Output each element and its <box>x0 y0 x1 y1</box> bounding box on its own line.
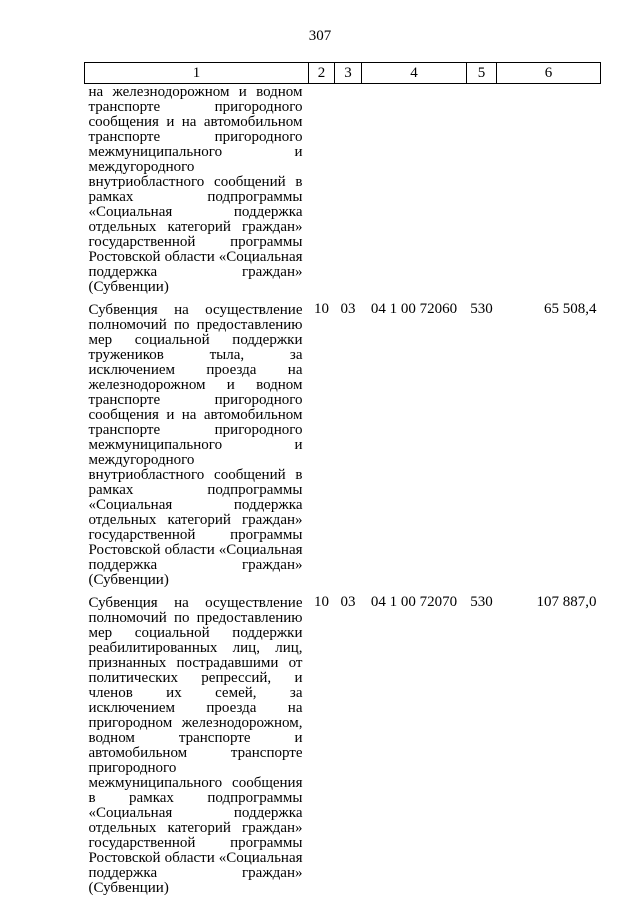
row-target-article: 04 1 00 72070 <box>370 594 458 610</box>
row-subsection <box>335 84 362 303</box>
row-expense-type: 530 <box>470 301 493 317</box>
header-col-1: 1 <box>85 63 309 84</box>
row-amount: 107 887,0 <box>536 594 597 610</box>
table-row <box>85 595 601 903</box>
header-col-2: 2 <box>309 63 335 84</box>
header-col-5: 5 <box>467 63 497 84</box>
header-col-3: 3 <box>335 63 362 84</box>
row-description: Субвенция на осуществление полномочий по предоставлению мер социальной поддержки реабилитированных лиц, лиц, признанных пострадавшими от политических репрессий, и членов их семей, за исключением проезда на пригородном железнодорожном, водном транспорте и автомобильном транспорте пригородного межмуниципального сообщения в рамках подпрограммы «Социальная поддержка отдельных категорий граждан» государственной программы Ростовской области «Социальная поддержка граждан» (Субвенции) <box>88 595 303 896</box>
table-row <box>85 84 601 303</box>
row-section <box>309 84 335 303</box>
row-subsection: 03 <box>340 301 356 317</box>
header-col-6: 6 <box>497 63 601 84</box>
row-section: 10 <box>314 301 329 317</box>
row-amount <box>497 84 601 303</box>
table-header-row <box>85 63 601 84</box>
row-description: Субвенция на осуществление полномочий по предоставлению мер социальной поддержки тружеников тыла, за исключением проезда на железнодорожном и водном транспорте пригородного сообщения и на автомобильном транспорте пригородного межмуниципального и междугородного внутриобластного сообщений в рамках подпрограммы «Социальная поддержка отдельных категорий граждан» государственной программы Ростовской области «Социальная поддержка граждан» (Субвенции) <box>88 302 303 588</box>
row-subsection: 03 <box>340 594 356 610</box>
row-expense-type <box>467 84 497 303</box>
row-amount: 65 508,4 <box>544 301 597 317</box>
page-number: 307 <box>308 28 332 44</box>
header-col-4: 4 <box>362 63 467 84</box>
budget-table <box>84 62 601 903</box>
table-row <box>85 302 601 595</box>
row-expense-type: 530 <box>470 594 493 610</box>
row-section: 10 <box>314 594 329 610</box>
row-description: на железнодорожном и водном транспорте пригородного сообщения и на автомобильном транспорте пригородного межмуниципального и междугородного внутриобластного сообщений в рамках подпрограммы «Социальная поддержка отдельных категорий граждан» государственной программы Ростовской области «Социальная поддержка граждан» (Субвенции) <box>88 84 303 295</box>
row-target-article <box>362 84 467 303</box>
row-target-article: 04 1 00 72060 <box>370 301 458 317</box>
